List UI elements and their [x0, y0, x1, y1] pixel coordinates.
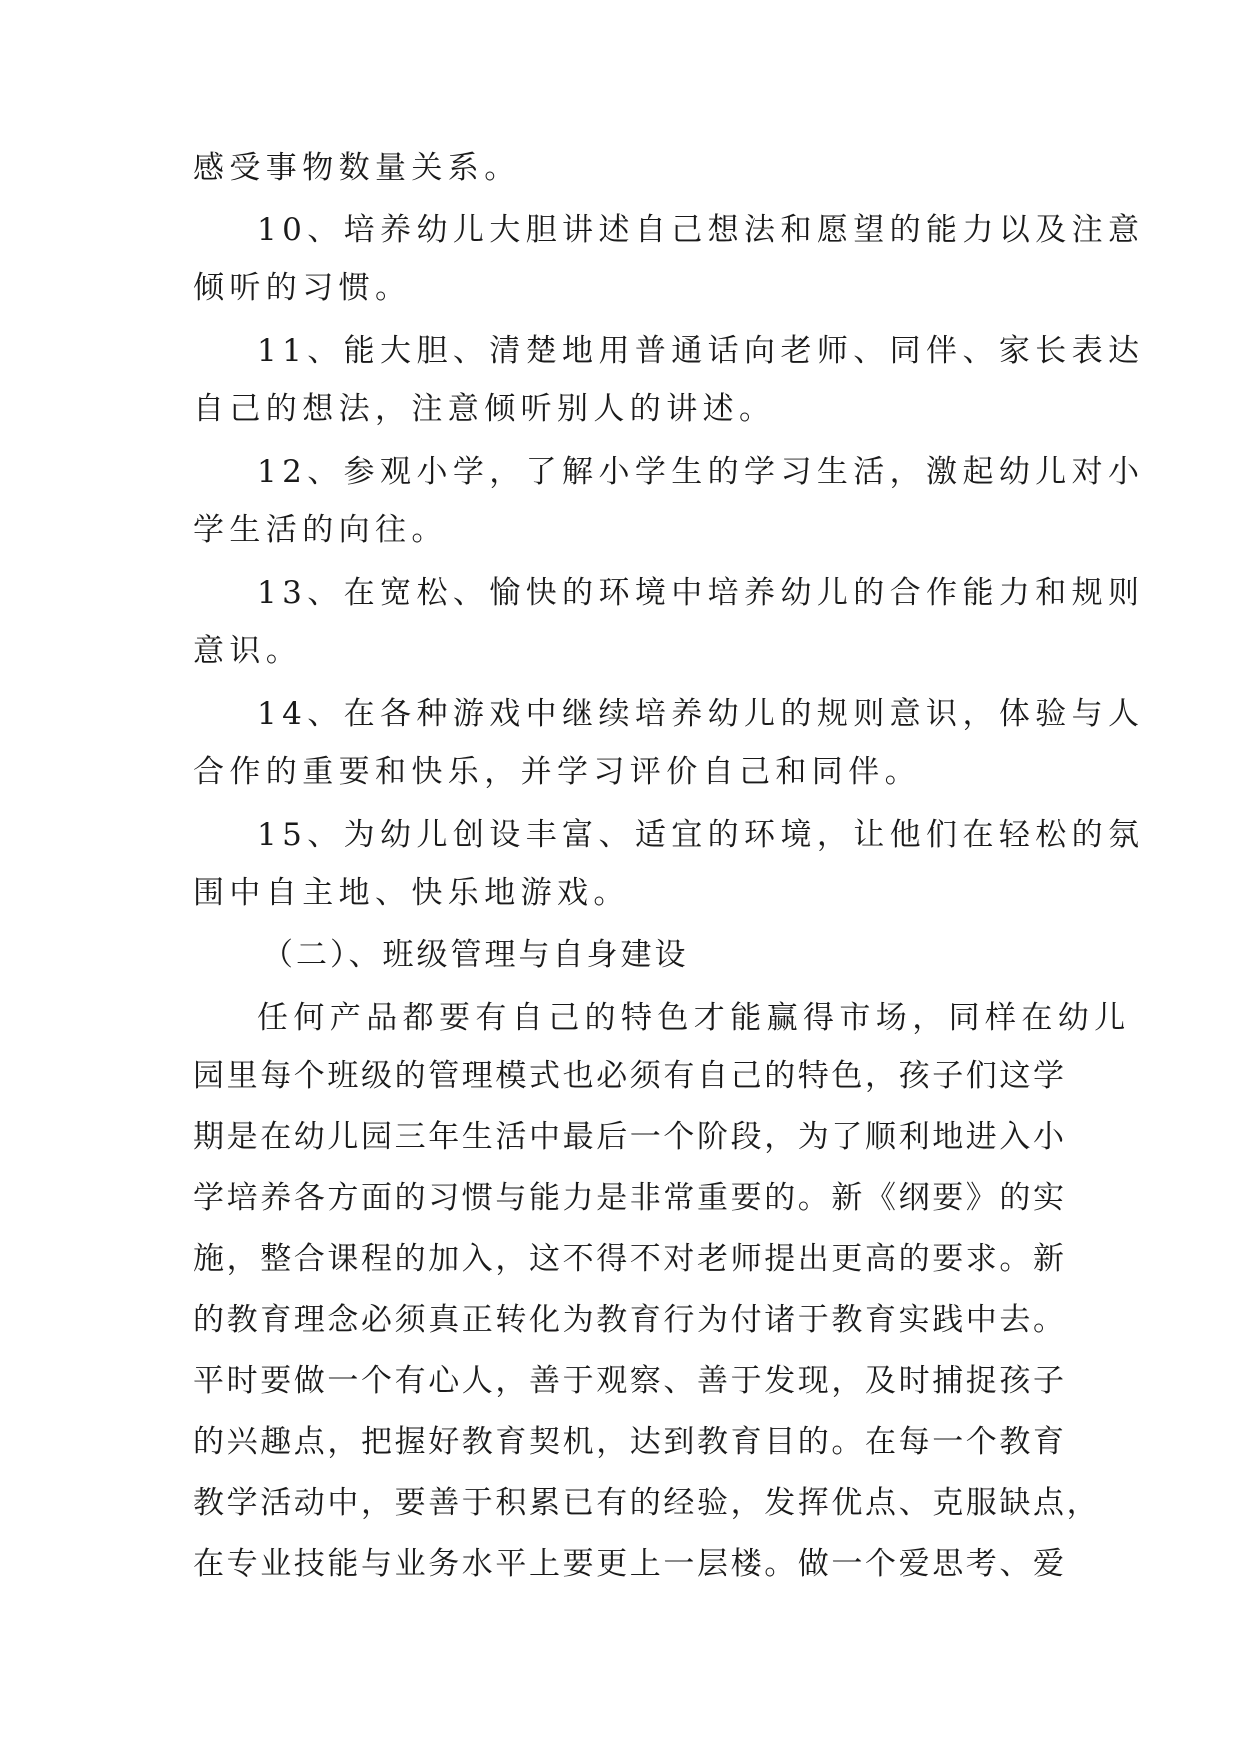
text-line: 合作的重要和快乐，并学习评价自己和同伴。 — [193, 754, 921, 790]
text-line: 在专业技能与业务水平上要更上一层楼。做一个爱思考、爱 — [193, 1546, 1067, 1582]
text-line: 施，整合课程的加入，这不得不对老师提出更高的要求。新 — [193, 1241, 1067, 1277]
text-line: 10、培养幼儿大胆讲述自己想法和愿望的能力以及注意 — [257, 212, 1145, 248]
text-line: 12、参观小学，了解小学生的学习生活，激起幼儿对小 — [257, 454, 1145, 490]
text-line: 期是在幼儿园三年生活中最后一个阶段，为了顺利地进入小 — [193, 1119, 1067, 1155]
text-line: 14、在各种游戏中继续培养幼儿的规则意识，体验与人 — [257, 696, 1145, 732]
text-line: 15、为幼儿创设丰富、适宜的环境，让他们在轻松的氛 — [257, 817, 1145, 853]
text-line: 园里每个班级的管理模式也必须有自己的特色，孩子们这学 — [193, 1058, 1067, 1094]
text-line: 围中自主地、快乐地游戏。 — [193, 875, 630, 911]
text-line: 11、能大胆、清楚地用普通话向老师、同伴、家长表达 — [257, 333, 1145, 369]
text-line: 感受事物数量关系。 — [193, 150, 521, 186]
text-line: 学培养各方面的习惯与能力是非常重要的。新《纲要》的实 — [193, 1180, 1067, 1216]
text-line: 教学活动中，要善于积累已有的经验，发挥优点、克服缺点， — [193, 1485, 1101, 1521]
text-line: 自己的想法，注意倾听别人的讲述。 — [193, 391, 776, 427]
text-line: 倾听的习惯。 — [193, 270, 412, 306]
text-line: 学生活的向往。 — [193, 512, 448, 548]
text-line: 13、在宽松、愉快的环境中培养幼儿的合作能力和规则 — [257, 575, 1145, 611]
text-line: 的教育理念必须真正转化为教育行为付诸于教育实践中去。 — [193, 1302, 1067, 1338]
text-line: 平时要做一个有心人，善于观察、善于发现，及时捕捉孩子 — [193, 1363, 1067, 1399]
text-line: 意识。 — [193, 633, 303, 669]
section-heading: （二）、班级管理与自身建设 — [262, 937, 689, 973]
text-line: 任何产品都要有自己的特色才能赢得市场，同样在幼儿 — [257, 1000, 1131, 1036]
text-line: 的兴趣点，把握好教育契机，达到教育目的。在每一个教育 — [193, 1424, 1067, 1460]
